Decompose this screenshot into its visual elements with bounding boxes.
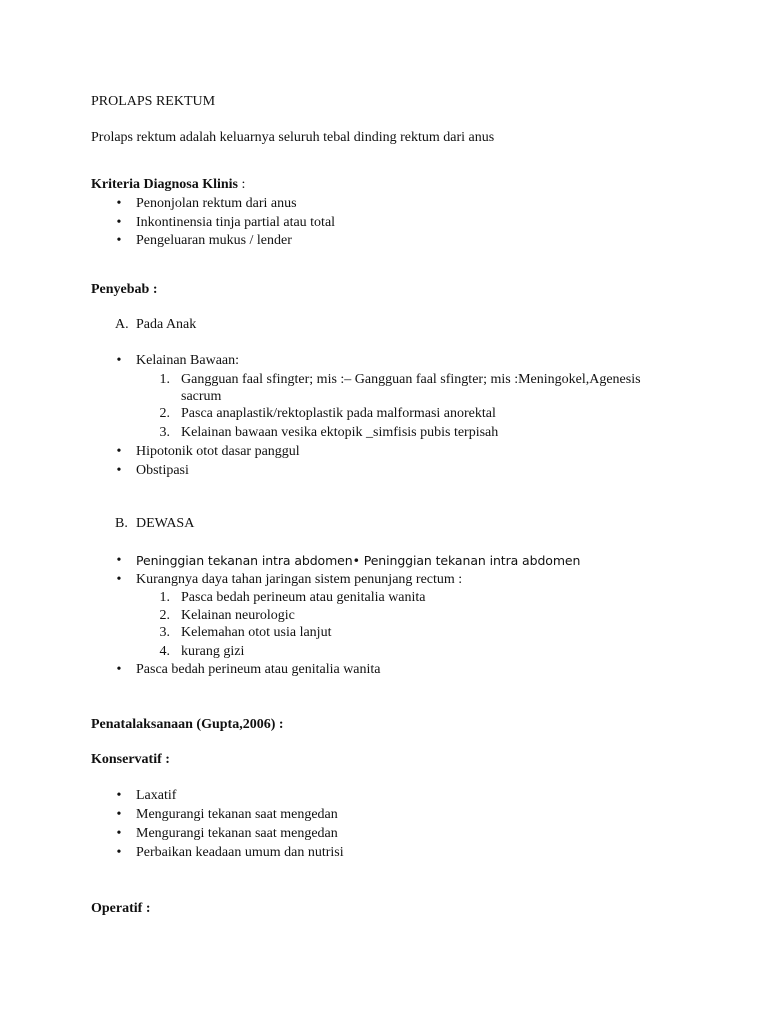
anak-item: Hipotonik otot dasar panggul xyxy=(136,444,300,459)
konservatif-item: Laxatif xyxy=(136,788,177,803)
bullet-icon: • xyxy=(116,444,122,459)
kriteria-heading xyxy=(91,176,245,194)
dewasa-sub-item: Pasca bedah perineum atau genitalia wanita xyxy=(181,590,426,605)
bullet-icon: • xyxy=(116,553,122,568)
kelainan-bawaan-item-continuation: sacrum xyxy=(181,389,222,404)
dewasa-item: Peninggian tekanan intra abdomen• Peninggian tekanan intra abdomen xyxy=(136,553,581,568)
bullet-icon: • xyxy=(116,807,122,822)
list-number: 3. xyxy=(159,425,170,440)
dewasa-sub-item: kurang gizi xyxy=(181,644,245,659)
kelainan-bawaan-item: Pasca anaplastik/rektoplastik pada malformasi anorektal xyxy=(181,406,496,421)
kelainan-bawaan-item: Kelainan bawaan vesika ektopik _simfisis pubis terpisah xyxy=(181,425,499,440)
dewasa-label: DEWASA xyxy=(136,516,195,531)
dewasa-sub-item: Kelainan neurologic xyxy=(181,608,295,623)
kriteria-heading-colon: : xyxy=(238,177,246,192)
list-number: 1. xyxy=(159,590,170,605)
penatalaksanaan-heading: Penatalaksanaan (Gupta,2006) : xyxy=(91,717,284,732)
bullet-icon: • xyxy=(116,215,122,230)
list-number: 2. xyxy=(159,406,170,421)
operatif-heading: Operatif : xyxy=(91,901,151,916)
bullet-icon: • xyxy=(116,463,122,478)
list-number: 2. xyxy=(159,608,170,623)
kelainan-bawaan-label: Kelainan Bawaan: xyxy=(136,353,240,368)
bullet-icon: • xyxy=(116,788,122,803)
konservatif-item: Mengurangi tekanan saat mengedan xyxy=(136,807,338,822)
kelainan-bawaan-item: Gangguan faal sfingter; mis :– Gangguan faal sfingter; mis :Meningokel,Agenesis xyxy=(181,372,641,387)
dewasa-sub-item: Kelemahan otot usia lanjut xyxy=(181,625,332,640)
bullet-icon: • xyxy=(116,353,122,368)
dewasa-item: Kurangnya daya tahan jaringan sistem penunjang rectum : xyxy=(136,572,463,587)
bullet-icon: • xyxy=(116,826,122,841)
bullet-icon: • xyxy=(116,662,122,677)
anak-marker: A. xyxy=(115,317,129,332)
definition-paragraph: Prolaps rektum adalah keluarnya seluruh tebal dinding rektum dari anus xyxy=(91,130,495,145)
kriteria-item: Inkontinensia tinja partial atau total xyxy=(136,215,336,230)
bullet-icon: • xyxy=(116,572,122,587)
kriteria-item: Penonjolan rektum dari anus xyxy=(136,196,297,211)
dewasa-item: Pasca bedah perineum atau genitalia wanita xyxy=(136,662,381,677)
list-number: 1. xyxy=(159,372,170,387)
anak-item: Obstipasi xyxy=(136,463,189,478)
kriteria-heading-text: Kriteria Diagnosa Klinis xyxy=(91,177,238,192)
penyebab-heading: Penyebab : xyxy=(91,282,158,297)
konservatif-item: Perbaikan keadaan umum dan nutrisi xyxy=(136,845,344,860)
list-number: 3. xyxy=(159,625,170,640)
bullet-icon: • xyxy=(116,196,122,211)
kriteria-item: Pengeluaran mukus / lender xyxy=(136,233,292,248)
bullet-icon: • xyxy=(116,845,122,860)
konservatif-heading: Konservatif : xyxy=(91,752,170,767)
bullet-icon: • xyxy=(116,233,122,248)
anak-label: Pada Anak xyxy=(136,317,197,332)
document-title: PROLAPS REKTUM xyxy=(91,94,216,109)
konservatif-item: Mengurangi tekanan saat mengedan xyxy=(136,826,338,841)
dewasa-marker: B. xyxy=(115,516,128,531)
list-number: 4. xyxy=(159,644,170,659)
